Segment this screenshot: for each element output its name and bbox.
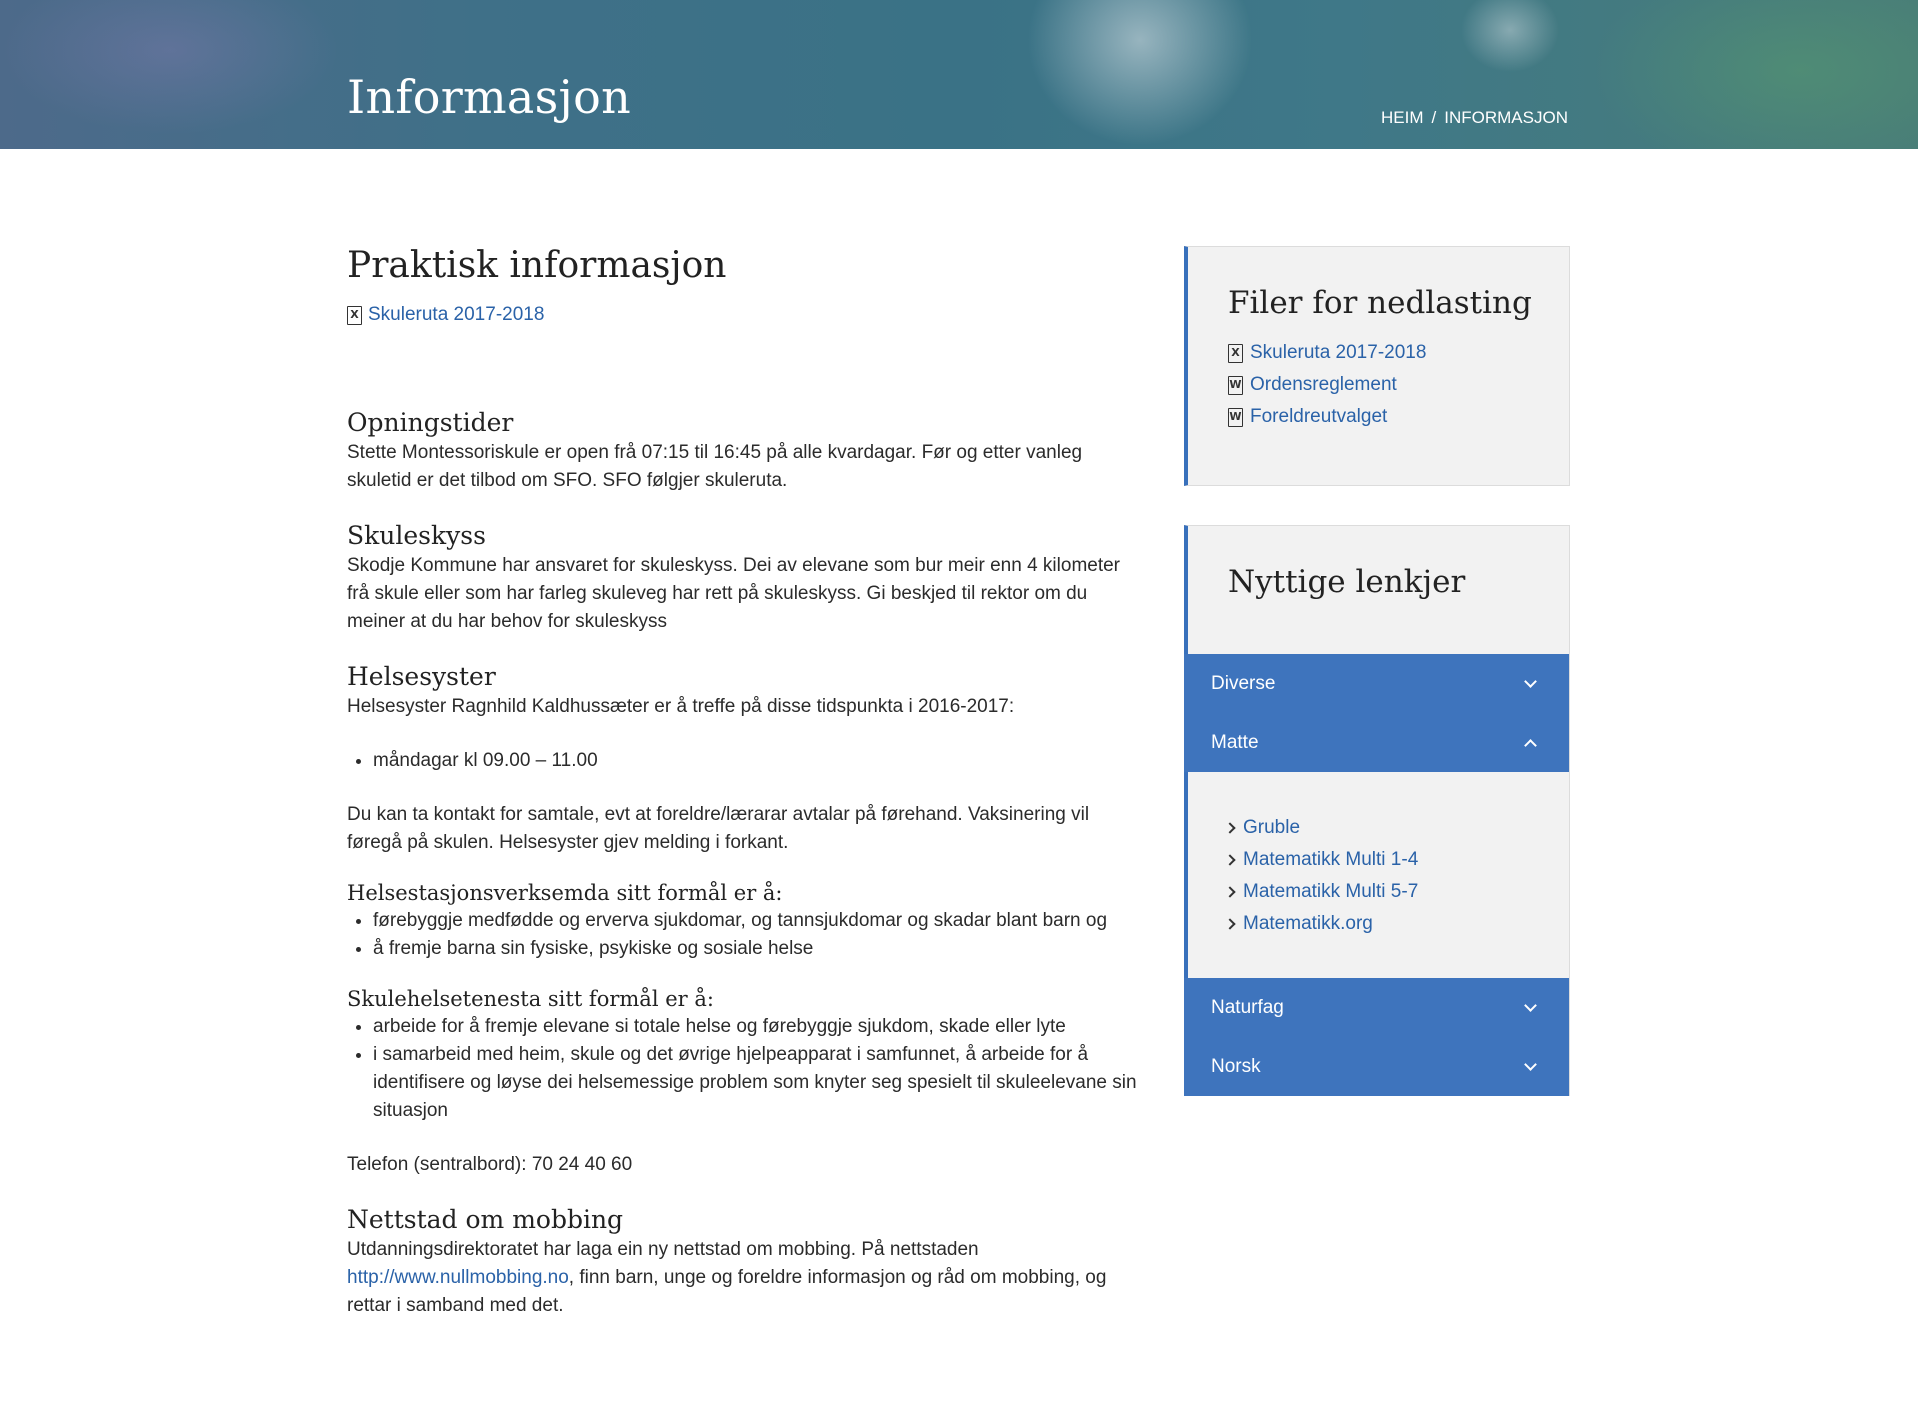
breadcrumb-current: INFORMASJON xyxy=(1444,108,1568,127)
accordion-matte[interactable] xyxy=(1184,713,1569,772)
heading-skuleskyss: Skuleskyss xyxy=(347,521,486,550)
chevron-right-icon xyxy=(1224,918,1235,929)
files-list xyxy=(1228,337,1569,433)
word-file-icon: W xyxy=(1228,376,1243,395)
page-title: Praktisk informasjon xyxy=(347,245,727,286)
accordion-diverse[interactable] xyxy=(1184,654,1569,713)
heading-mobbing: Nettstad om mobbing xyxy=(347,1205,624,1234)
list-item: • i samarbeid med heim, skule og det øvrige hjelpeapparat i samfunnet, å arbeide for å identifisere og løyse dei helsemessige problem som knyter seg spesielt til skuleelevane sin situasjon xyxy=(373,1041,1147,1125)
breadcrumb xyxy=(1381,108,1568,128)
section-opningstider xyxy=(347,408,1147,495)
chevron-right-icon xyxy=(1224,886,1235,897)
chevron-right-icon xyxy=(1224,822,1235,833)
heading-skulehelse: Skulehelsetenesta sitt formål er å: xyxy=(347,987,714,1011)
accordion-norsk[interactable] xyxy=(1184,1037,1569,1096)
hero-banner xyxy=(0,0,1918,149)
accordion-label: Diverse xyxy=(1211,672,1276,694)
file-link-skuleruta[interactable]: Skuleruta 2017-2018 xyxy=(1250,342,1427,363)
list-item: • måndagar kl 09.00 – 11.00 xyxy=(373,747,1147,775)
section-mobbing xyxy=(347,1205,1147,1320)
links-panel-header xyxy=(1188,526,1569,654)
file-item-skuleruta xyxy=(1228,337,1569,369)
text-mobbing xyxy=(347,1236,1147,1320)
list-skulehelse xyxy=(347,1013,1147,1125)
download-skuleruta-label: Skuleruta 2017-2018 xyxy=(368,304,545,325)
file-item-foreldreutvalget xyxy=(1228,401,1569,433)
text-opningstider: Stette Montessoriskule er open frå 07:15 til 16:45 på alle kvardagar. Før og etter vanleg skuletid er det tilbod om SFO. SFO følgjer skuleruta. xyxy=(347,442,1083,491)
chevron-down-icon xyxy=(1524,675,1537,688)
link-matematikk-org[interactable]: Matematikk.org xyxy=(1243,913,1373,934)
links-panel xyxy=(1184,525,1570,1096)
accordion-matte-body xyxy=(1188,772,1569,978)
text-skuleskyss: Skodje Kommune har ansvaret for skuleskyss. Dei av elevane som bur meir enn 4 kilometer frå skule eller som har farleg skuleveg har rett på skuleskyss. Gi beskjed til rektor om du meiner at du har behov for skuleskyss xyxy=(347,555,1121,632)
list-item xyxy=(1226,844,1569,876)
list-item: • å fremje barna sin fysiske, psykiske og sosiale helse xyxy=(373,935,1147,963)
heading-opningstider: Opningstider xyxy=(347,408,514,437)
list-helsesyster-times xyxy=(347,747,1147,775)
text-telefon: Telefon (sentralbord): 70 24 40 60 xyxy=(347,1154,633,1175)
files-panel xyxy=(1184,246,1570,486)
excel-file-icon: X xyxy=(347,306,362,325)
list-item xyxy=(1226,812,1569,844)
text-helsesyster-contact: Du kan ta kontakt for samtale, evt at foreldre/lærarar avtalar på førehand. Vaksinering vil føregå på skulen. Helsesyster gjev melding i forkant. xyxy=(347,804,1090,853)
accordion-label: Naturfag xyxy=(1211,996,1284,1018)
text-mobbing-after: , finn barn, unge og foreldre informasjon og råd om mobbing, og rettar i samband med det. xyxy=(347,1267,1107,1316)
heading-helsestasjon: Helsestasjonsverksemda sitt formål er å: xyxy=(347,881,783,905)
excel-file-icon: X xyxy=(1228,344,1243,363)
link-matematikk-multi-1-4[interactable]: Matematikk Multi 1-4 xyxy=(1243,849,1419,870)
link-gruble[interactable]: Gruble xyxy=(1243,817,1301,838)
chevron-down-icon xyxy=(1524,999,1537,1012)
nullmobbing-link[interactable]: http://www.nullmobbing.no xyxy=(347,1267,569,1288)
links-panel-title: Nyttige lenkjer xyxy=(1228,564,1466,600)
text-mobbing-before: Utdanningsdirektoratet har laga ein ny nettstad om mobbing. På nettstaden xyxy=(347,1239,979,1260)
hero-title: Informasjon xyxy=(347,70,632,124)
file-link-foreldreutvalget[interactable]: Foreldreutvalget xyxy=(1250,406,1388,427)
download-skuleruta-link[interactable] xyxy=(347,304,544,326)
list-item xyxy=(1226,908,1569,940)
breadcrumb-separator: / xyxy=(1431,108,1437,127)
section-helsesyster xyxy=(347,662,1147,1179)
files-panel-title: Filer for nedlasting xyxy=(1228,285,1532,321)
main-content xyxy=(347,245,1147,1320)
matte-links-list xyxy=(1226,812,1569,940)
file-link-ordensreglement[interactable]: Ordensreglement xyxy=(1250,374,1397,395)
list-item xyxy=(1226,876,1569,908)
chevron-up-icon xyxy=(1524,739,1537,752)
section-skuleskyss xyxy=(347,521,1147,636)
file-item-ordensreglement xyxy=(1228,369,1569,401)
list-helsestasjon xyxy=(347,907,1147,963)
breadcrumb-home[interactable]: HEIM xyxy=(1381,108,1424,127)
text-helsesyster-intro: Helsesyster Ragnhild Kaldhussæter er å treffe på disse tidspunkta i 2016-2017: xyxy=(347,696,1015,717)
accordion-naturfag[interactable] xyxy=(1184,978,1569,1037)
list-item: • arbeide for å fremje elevane si totale helse og førebyggje sjukdom, skade eller lyte xyxy=(373,1013,1147,1041)
chevron-down-icon xyxy=(1524,1058,1537,1071)
word-file-icon: W xyxy=(1228,408,1243,427)
link-matematikk-multi-5-7[interactable]: Matematikk Multi 5-7 xyxy=(1243,881,1419,902)
accordion-label: Norsk xyxy=(1211,1055,1261,1077)
accordion-label: Matte xyxy=(1211,731,1259,753)
chevron-right-icon xyxy=(1224,854,1235,865)
list-item: • førebyggje medfødde og erverva sjukdomar, og tannsjukdomar og skadar blant barn og xyxy=(373,907,1147,935)
heading-helsesyster: Helsesyster xyxy=(347,662,496,691)
